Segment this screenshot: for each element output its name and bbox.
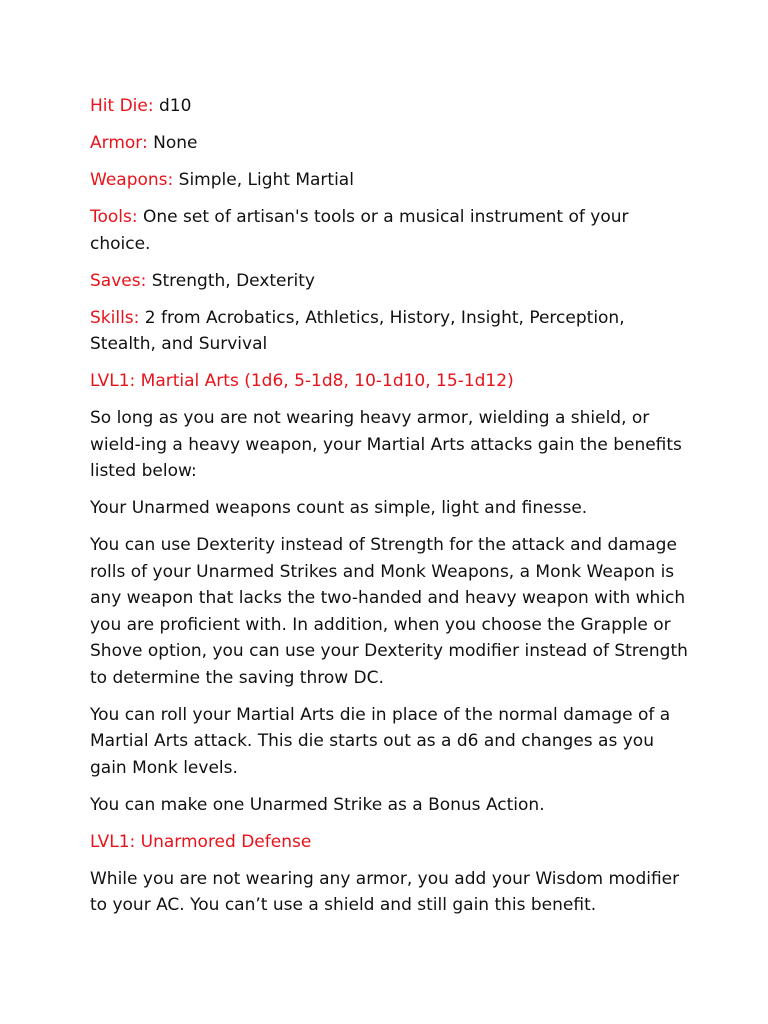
martial-arts-paragraph: So long as you are not wearing heavy armor, wielding a shield, or wield-ing a heavy weapon, your Martial Arts attacks gain the benefits listed below: bbox=[90, 408, 682, 481]
hit-die-value: d10 bbox=[158, 96, 192, 116]
unarmored-defense-heading: LVL1: Unarmored Defense bbox=[90, 831, 312, 852]
hit-die-label: Hit Die: bbox=[90, 96, 154, 116]
saves-label: Saves: bbox=[90, 270, 147, 291]
armor-line bbox=[90, 130, 690, 157]
weapons-line bbox=[90, 167, 690, 194]
weapons-value: Simple, Light Martial bbox=[178, 170, 354, 190]
armor-label: Armor: bbox=[90, 133, 148, 153]
martial-arts-paragraph: You can roll your Martial Arts die in place of the normal damage of a Martial Arts attack. This die starts out as a d6 and changes as you gain Monk levels. bbox=[90, 704, 671, 778]
martial-arts-paragraph: You can make one Unarmed Strike as a Bonus Action. bbox=[90, 794, 545, 815]
skills-value: 2 from Acrobatics, Athletics, History, Insight, Perception, Stealth, and Survival bbox=[90, 307, 625, 354]
weapons-label: Weapons: bbox=[90, 170, 174, 190]
martial-arts-paragraph: Your Unarmed weapons count as simple, light and finesse. bbox=[90, 498, 588, 518]
tools-line bbox=[90, 204, 690, 257]
martial-arts-heading: LVL1: Martial Arts (1d6, 5-1d8, 10-1d10, 15-1d12) bbox=[90, 371, 514, 391]
tools-label: Tools: bbox=[90, 207, 138, 227]
saves-value: Strength, Dexterity bbox=[151, 270, 315, 291]
document-body bbox=[90, 93, 690, 929]
skills-line bbox=[90, 305, 690, 358]
saves-line bbox=[90, 268, 690, 295]
hit-die-line bbox=[90, 93, 690, 120]
tools-value: One set of artisan's tools or a musical instrument of your choice. bbox=[90, 207, 629, 254]
martial-arts-paragraph: You can use Dexterity instead of Strength for the attack and damage rolls of your Unarmed Strikes and Monk Weapons, a Monk Weapon is any weapon that lacks the two-handed and heavy weapon with which you are proficient with. In addition, when you choose the Grapple or Shove option, you can use your Dexterity modifier instead of Strength to determine the saving throw DC. bbox=[90, 535, 688, 688]
armor-value: None bbox=[153, 133, 198, 153]
skills-label: Skills: bbox=[90, 307, 140, 328]
unarmored-defense-paragraph: While you are not wearing any armor, you add your Wisdom modifier to your AC. You can’t use a shield and still gain this benefit. bbox=[90, 868, 680, 915]
